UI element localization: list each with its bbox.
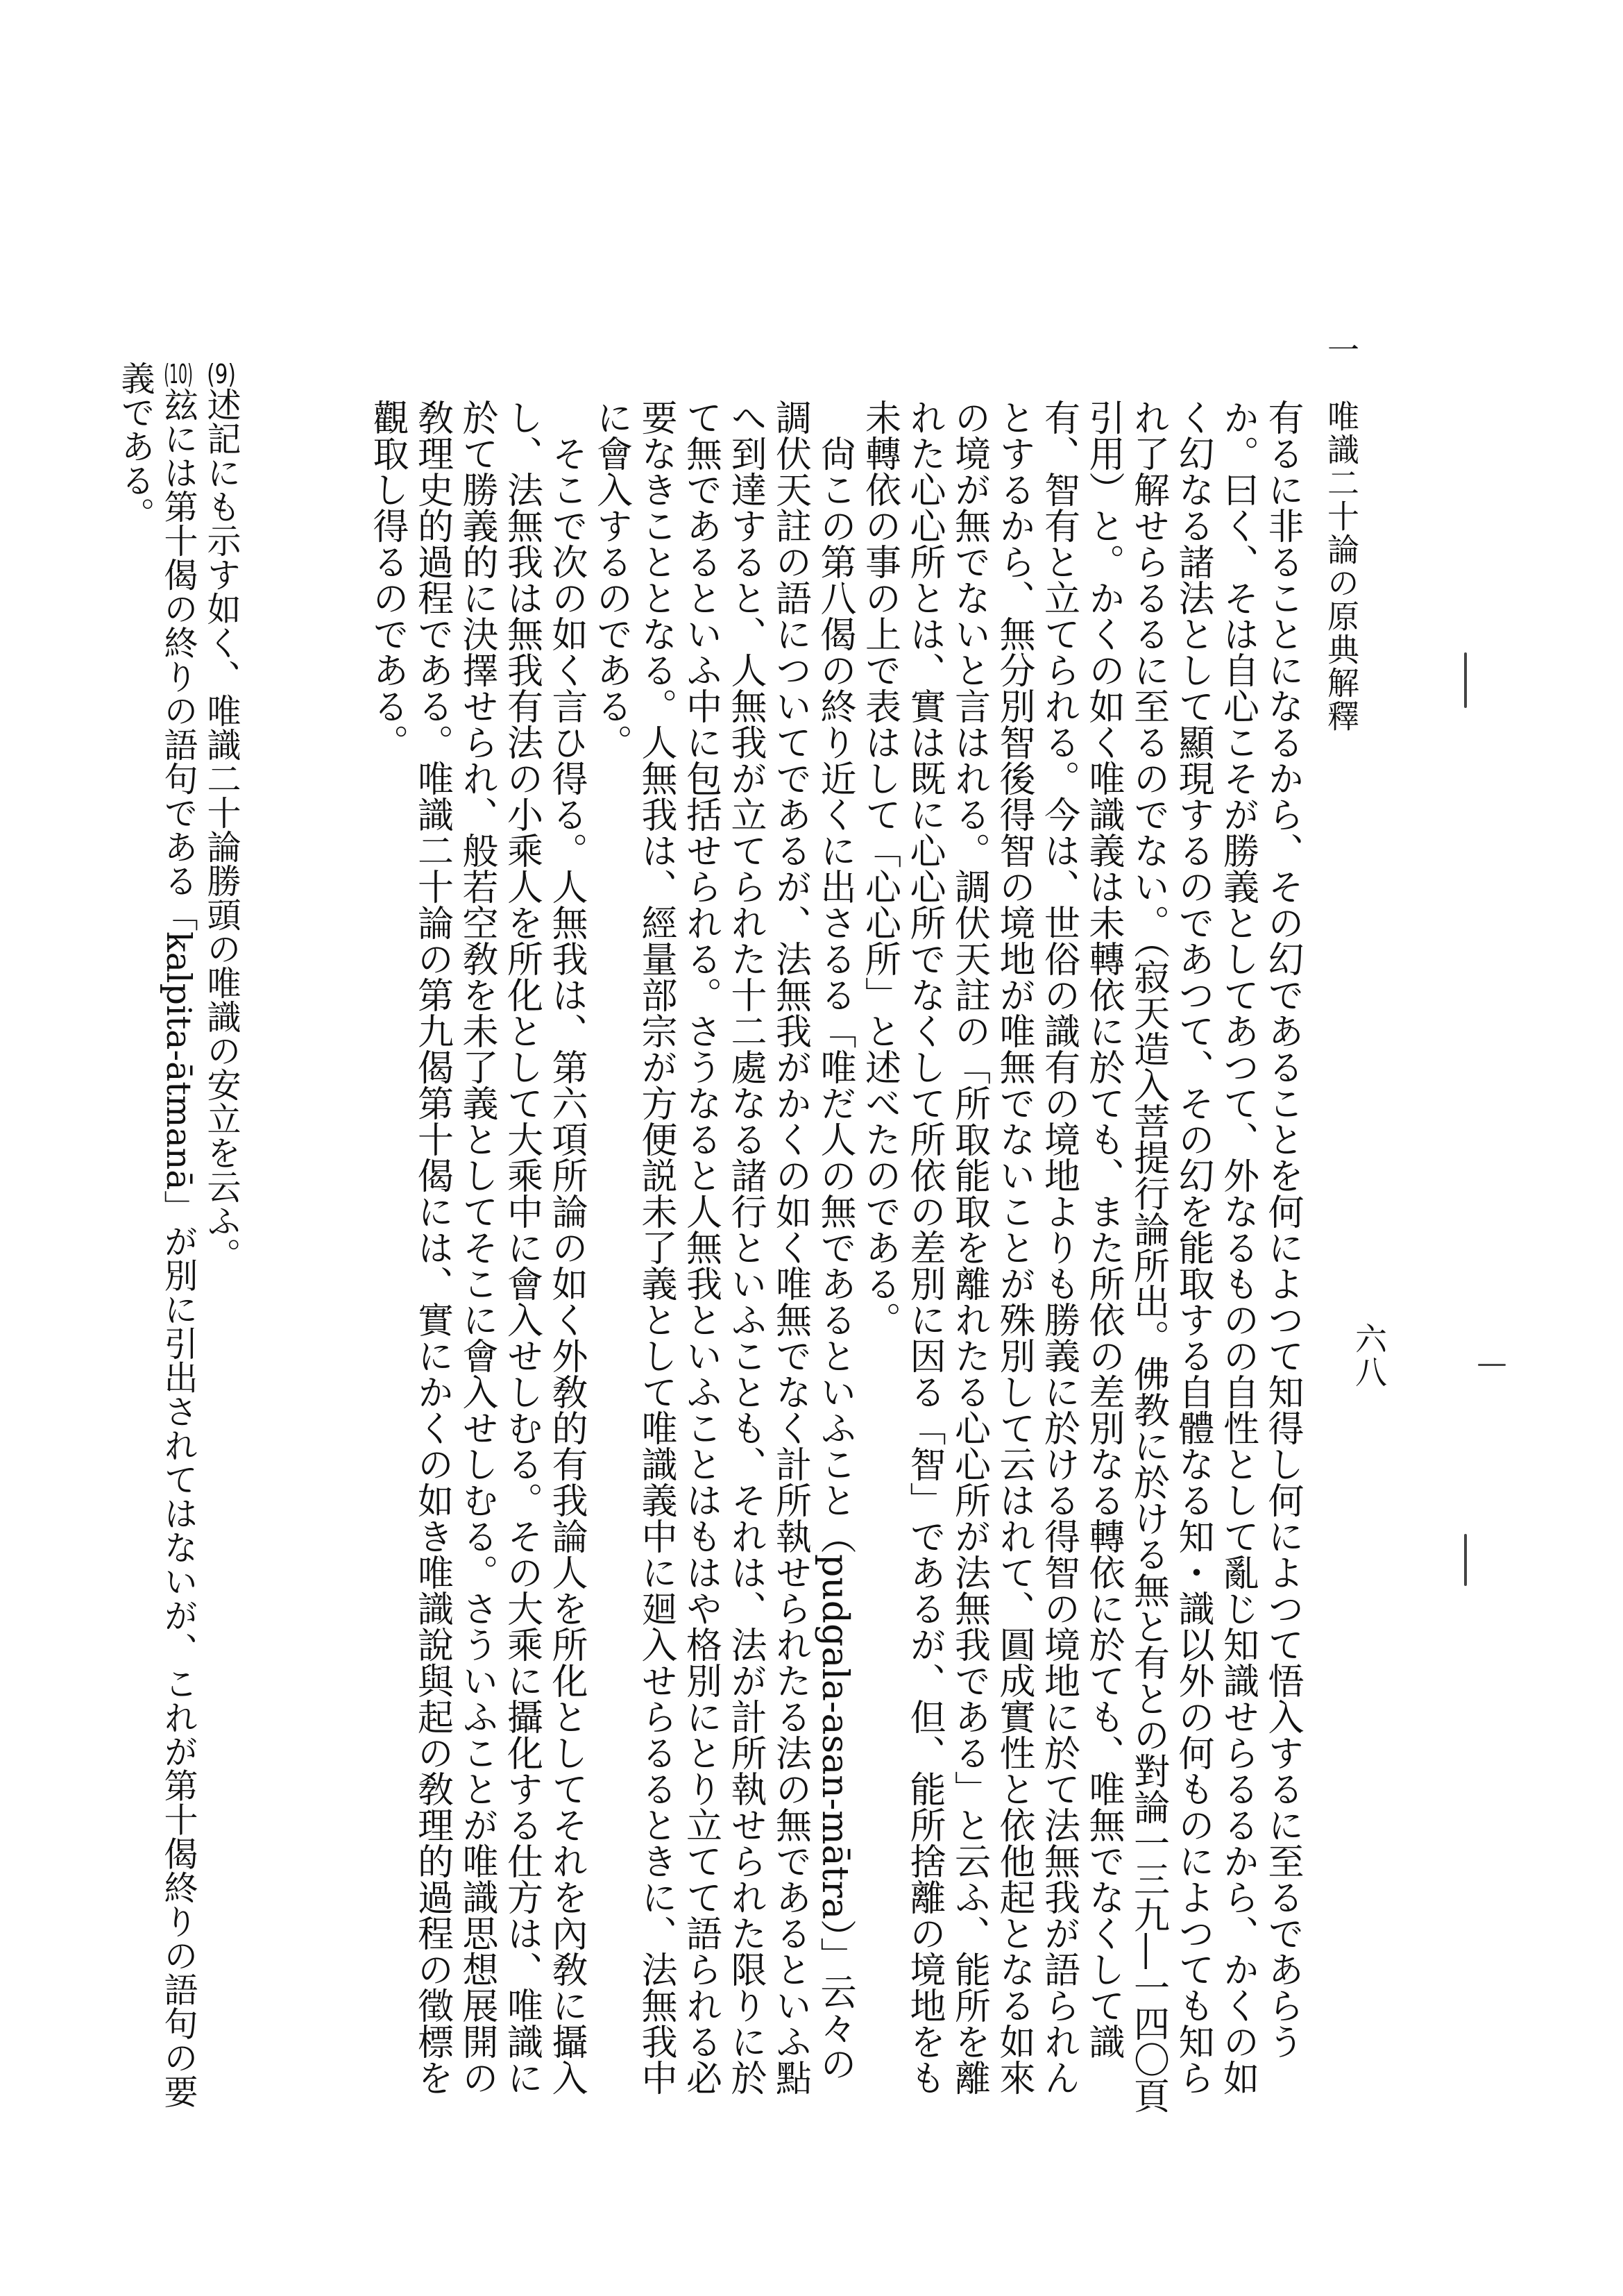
scan-mark xyxy=(1478,1364,1506,1366)
footnote-marker: (9) xyxy=(207,361,236,387)
footnote-text: 述記にも示す如く、唯識二十論勝頭の唯識の安立を云ふ。 xyxy=(202,387,241,1272)
footnote-9 xyxy=(200,361,243,2113)
paragraph-1: 有るに非ることになるから、その幻であることを何によつて知得し何によつて悟入するに至るであらうか。曰く、そは自心こそが勝義としてあつて、外なるものの自性として亂じ知識せらるるから、かくの如く幻なる諸法として顯現するのであつて、その幻を能取する自體なる知・識以外の何ものによつても知られ了解せらるるに至るのでない。（寂天造入菩提行論所出。佛教に於ける無と有との對論一三九―一四〇頁引用）と。かくの如く唯識義は未轉依に於ても、また所依の差別なる轉依に於ても、唯無でなくして識有、智有と立てられる。今は、世俗の識有の境地よりも勝義に於ける得智の境地に於て法無我が語られんとするから、無分別智後得智の境地が唯無でないことが殊別して云はれて、圓成實性と依他起となる如來の境が無でないと言はれる。調伏天註の「所取能取を離れたる心心所が法無我である」と云ふ、能所を離れた心心所とは、實は既に心心所でなくして所依の差別に因る「智」であるが、但、能所捨離の境地をも未轉依の事の上で表はして「心心所」と述べたのである。 xyxy=(858,399,1303,2113)
scan-mark xyxy=(1464,1534,1467,1586)
footnote-10 xyxy=(114,361,200,2113)
body-text xyxy=(243,399,1305,2113)
footnotes xyxy=(116,361,243,2113)
running-header-title: 一 唯識二十論の原典解釋 xyxy=(1323,333,1360,733)
page-number: 六八 xyxy=(1350,1322,1388,1389)
paragraph-3: そこで次の如く言ひ得る。人無我は、第六項所論の如く外敎的有我論人を所化としてそれを內敎に攝入し、法無我は無我有法の小乘人を所化として大乘中に會入せしむる。その大乘に攝化する仕方は、唯識に於て勝義的に決擇せられ、般若空敎を未了義としてそこに會入せしむる。さういふことが唯識思想展開の敎理史的過程である。唯識二十論の第九偈第十偈には、實にかくの如き唯識說與起の敎理的過程の徵標を觀取し得るのである。 xyxy=(366,399,587,2095)
footnote-marker: (10) xyxy=(164,361,193,387)
paragraph-2: 尙この第八偈の終り近くに出さるる「唯だ人の無であるといふこと（pudgala-asan-mātra）」云々の調伏天註の語についてであるが、法無我がかくの如く唯無でなく計所執せられたる法の無であるといふ點へ到達すると、人無我が立てられた十二處なる諸行といふことも、それは、法が計所執せられた限りに於て無であるといふ中に包括せられる。さうなると人無我といふことはもはや格別にとり立てて語られる必要なきこととなる。人無我は、經量部宗が方便説未了義として唯識義中に廻入せらるるときに、法無我中に會入するのである。 xyxy=(590,399,856,2095)
footnote-text: 玆には第十偈の終りの語句である「kalpita-ātmanā」が別に引出されてはないが、これが第十偈終りの語句の要義である。 xyxy=(116,361,198,2109)
scan-mark xyxy=(1464,652,1467,708)
